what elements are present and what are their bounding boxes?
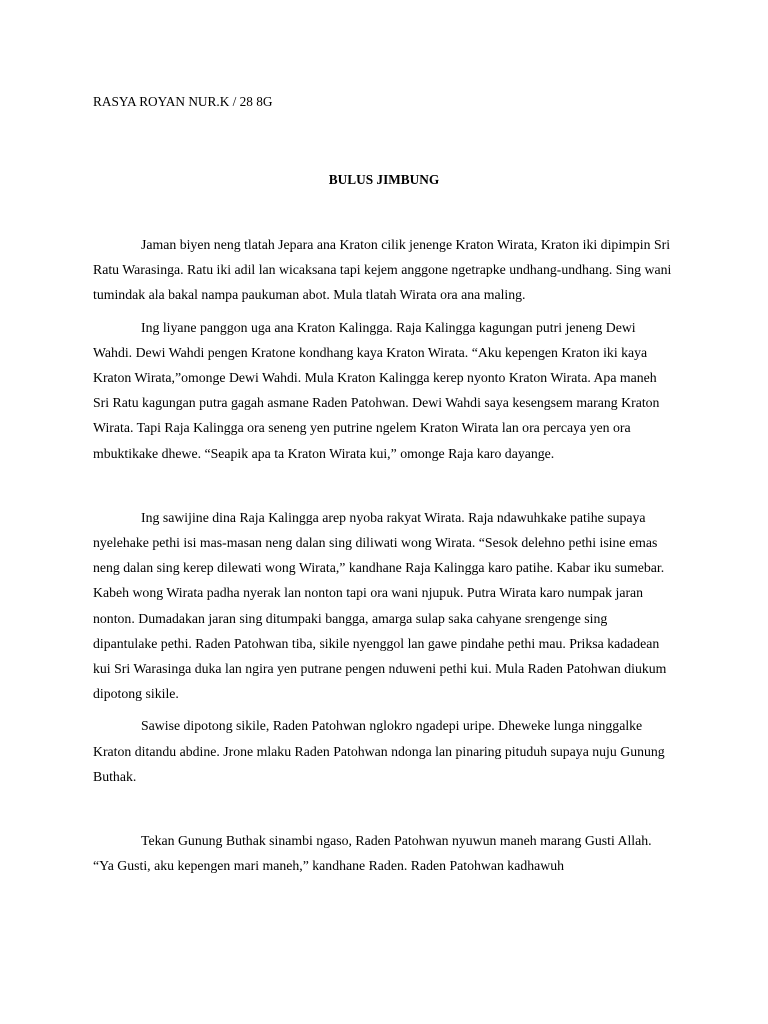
document-page [93,92,675,878]
paragraph-3: Ing sawijine dina Raja Kalingga arep nyoba rakyat Wirata. Raja ndawuhkake patihe supaya nyelehake pethi isi mas-masan neng dalan sing diliwati wong Wirata. “Sesok delehno pethi isine emas neng dalan sing kerep dilewati wong Wirata,” kandhane Raja Kalingga karo patihe. Kabar iku sumebar. Kabeh wong Wirata padha nyerak lan nonton tapi ora wani njupuk. Putra Wirata karo numpak jaran nonton. Dumadakan jaran sing ditumpaki bangga, amarga sulap saka cahyane srengenge sing dipantulake pethi. Raden Patohwan tiba, sikile nyenggol lan gawe pindahe pethi mau. Priksa kadadean kui Sri Warasinga duka lan ngira yen putrane pengen nduweni pethi kui. Mula Raden Patohwan diukum dipotong sikile. [93,509,667,702]
paragraph-2: Ing liyane panggon uga ana Kraton Kalingga. Raja Kalingga kagungan putri jeneng Dewi Wahdi. Dewi Wahdi pengen Kratone kondhang kaya Kraton Wirata. “Aku kepengen Kraton iki kaya Kraton Wirata,”omonge Dewi Wahdi. Mula Kraton Kalingga kerep nyonto Kraton Wirata. Apa maneh Sri Ratu kagungan putra gagah asmane Raden Patohwan. Dewi Wahdi saya kesengsem marang Kraton Wirata. Tapi Raja Kalingga ora seneng yen putrine ngelem Kraton Wirata lan ora percaya yen ora mbuktikake dhewe. “Seapik apa ta Kraton Wirata kui,” omonge Raja karo dayange. [93,319,660,461]
paragraph-4: Sawise dipotong sikile, Raden Patohwan nglokro ngadepi uripe. Dheweke lunga ninggalke Kraton ditandu abdine. Jrone mlaku Raden Patohwan ndonga lan pinaring pituduh supaya nuju Gunung Buthak. [93,718,665,784]
paragraph-1: Jaman biyen neng tlatah Jepara ana Kraton cilik jenenge Kraton Wirata, Kraton iki dipimpin Sri Ratu Warasinga. Ratu iki adil lan wicaksana tapi kejem anggone ngetrapke undhang-undhang. Sing wani tumindak ala bakal nampa paukuman abot. Mula tlatah Wirata ora ana maling. [93,237,672,303]
paragraph-5: Tekan Gunung Buthak sinambi ngaso, Raden Patohwan nyuwun maneh marang Gusti Allah. “Ya Gusti, aku kepengen mari maneh,” kandhane Raden. Raden Patohwan kadhawuh [93,833,652,874]
author-line: RASYA ROYAN NUR.K / 28 8G [93,94,273,109]
document-title: BULUS JIMBUNG [328,172,440,187]
